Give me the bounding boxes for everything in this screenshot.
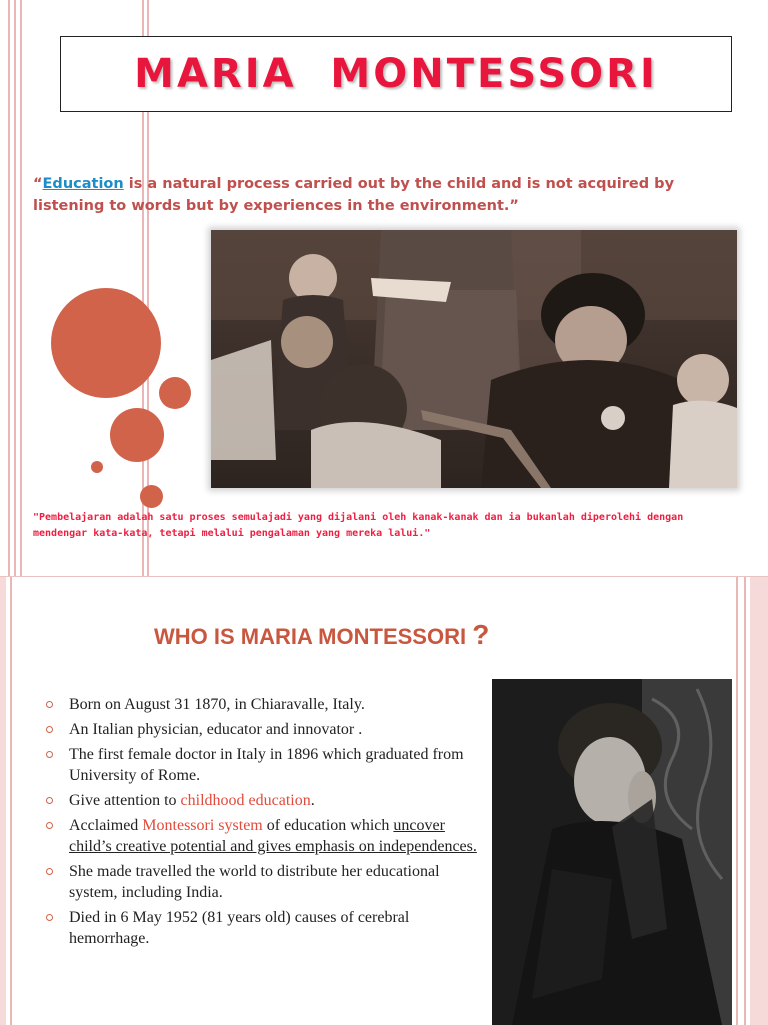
photo-illustration — [211, 230, 737, 488]
page-title: MARIA MONTESSORI — [134, 51, 658, 97]
bullet-icon — [46, 726, 53, 733]
bullet-text: Acclaimed — [69, 817, 143, 834]
english-quote — [33, 173, 723, 217]
montessori-with-children-photo — [211, 230, 737, 488]
bullet-icon — [46, 701, 53, 708]
bullet-text: Born on August 31 1870, in Chiaravalle, Italy. — [69, 696, 365, 713]
highlight-childhood-education: childhood education — [180, 792, 311, 809]
list-item — [46, 907, 486, 949]
section-heading-text: WHO IS MARIA MONTESSORI — [154, 624, 473, 649]
list-item — [46, 694, 486, 715]
question-mark: ? — [472, 619, 490, 650]
highlight-montessori-system: Montessori system — [142, 817, 263, 834]
bullet-text: . — [310, 792, 315, 809]
bullet-text: Died in 6 May 1952 (81 years old) causes of cerebral hemorrhage. — [69, 909, 410, 947]
bullet-icon — [46, 914, 53, 921]
malay-quote: "Pembelajaran adalah satu proses semulajadi yang dijalani oleh kanak-kanak dan ia bukanlah diperolehi dengan mendengar kata-kata, tetapi melalui pengalaman yang mereka lalui." — [33, 512, 684, 539]
slide-biography — [0, 576, 768, 1025]
bullet-text: The first female doctor in Italy in 1896 which graduated from University of Rome. — [69, 746, 464, 784]
bullet-icon — [46, 868, 53, 875]
list-item — [46, 861, 486, 903]
decorative-circle — [140, 485, 163, 508]
decorative-band — [750, 577, 768, 1025]
decorative-stripe — [744, 577, 746, 1025]
education-link[interactable]: Education — [42, 176, 124, 192]
underlined-text: uncover child’s creative potential and gives emphasis on independences. — [69, 817, 477, 855]
portrait-illustration — [492, 679, 732, 1025]
section-heading — [154, 619, 489, 651]
title-box — [60, 36, 732, 112]
biography-list — [46, 694, 486, 953]
decorative-stripe — [736, 577, 738, 1025]
decorative-band — [0, 577, 6, 1025]
list-item — [46, 790, 486, 811]
decorative-stripe — [10, 577, 12, 1025]
decorative-stripe — [8, 0, 10, 576]
bullet-text: of education which — [262, 817, 394, 834]
decorative-circle — [159, 377, 191, 409]
bullet-text: An Italian physician, educator and innovator . — [69, 721, 363, 738]
decorative-stripe — [20, 0, 22, 576]
decorative-circle — [110, 408, 164, 462]
bullet-text: Give attention to — [69, 792, 181, 809]
decorative-circle-small — [91, 461, 103, 473]
bullet-icon — [46, 797, 53, 804]
list-item — [46, 744, 486, 786]
list-item — [46, 815, 486, 857]
english-quote-text: is a natural process carried out by the child and is not acquired by listening to words but by experiences in the environment.” — [33, 176, 675, 214]
bullet-icon — [46, 822, 53, 829]
decorative-circle-large — [51, 288, 161, 398]
decorative-stripe — [14, 0, 16, 576]
bullet-icon — [46, 751, 53, 758]
bullet-text: She made travelled the world to distribute her educational system, including India. — [69, 863, 440, 901]
list-item — [46, 719, 486, 740]
montessori-portrait-photo — [492, 679, 732, 1025]
open-quote-mark: “ — [33, 176, 43, 192]
